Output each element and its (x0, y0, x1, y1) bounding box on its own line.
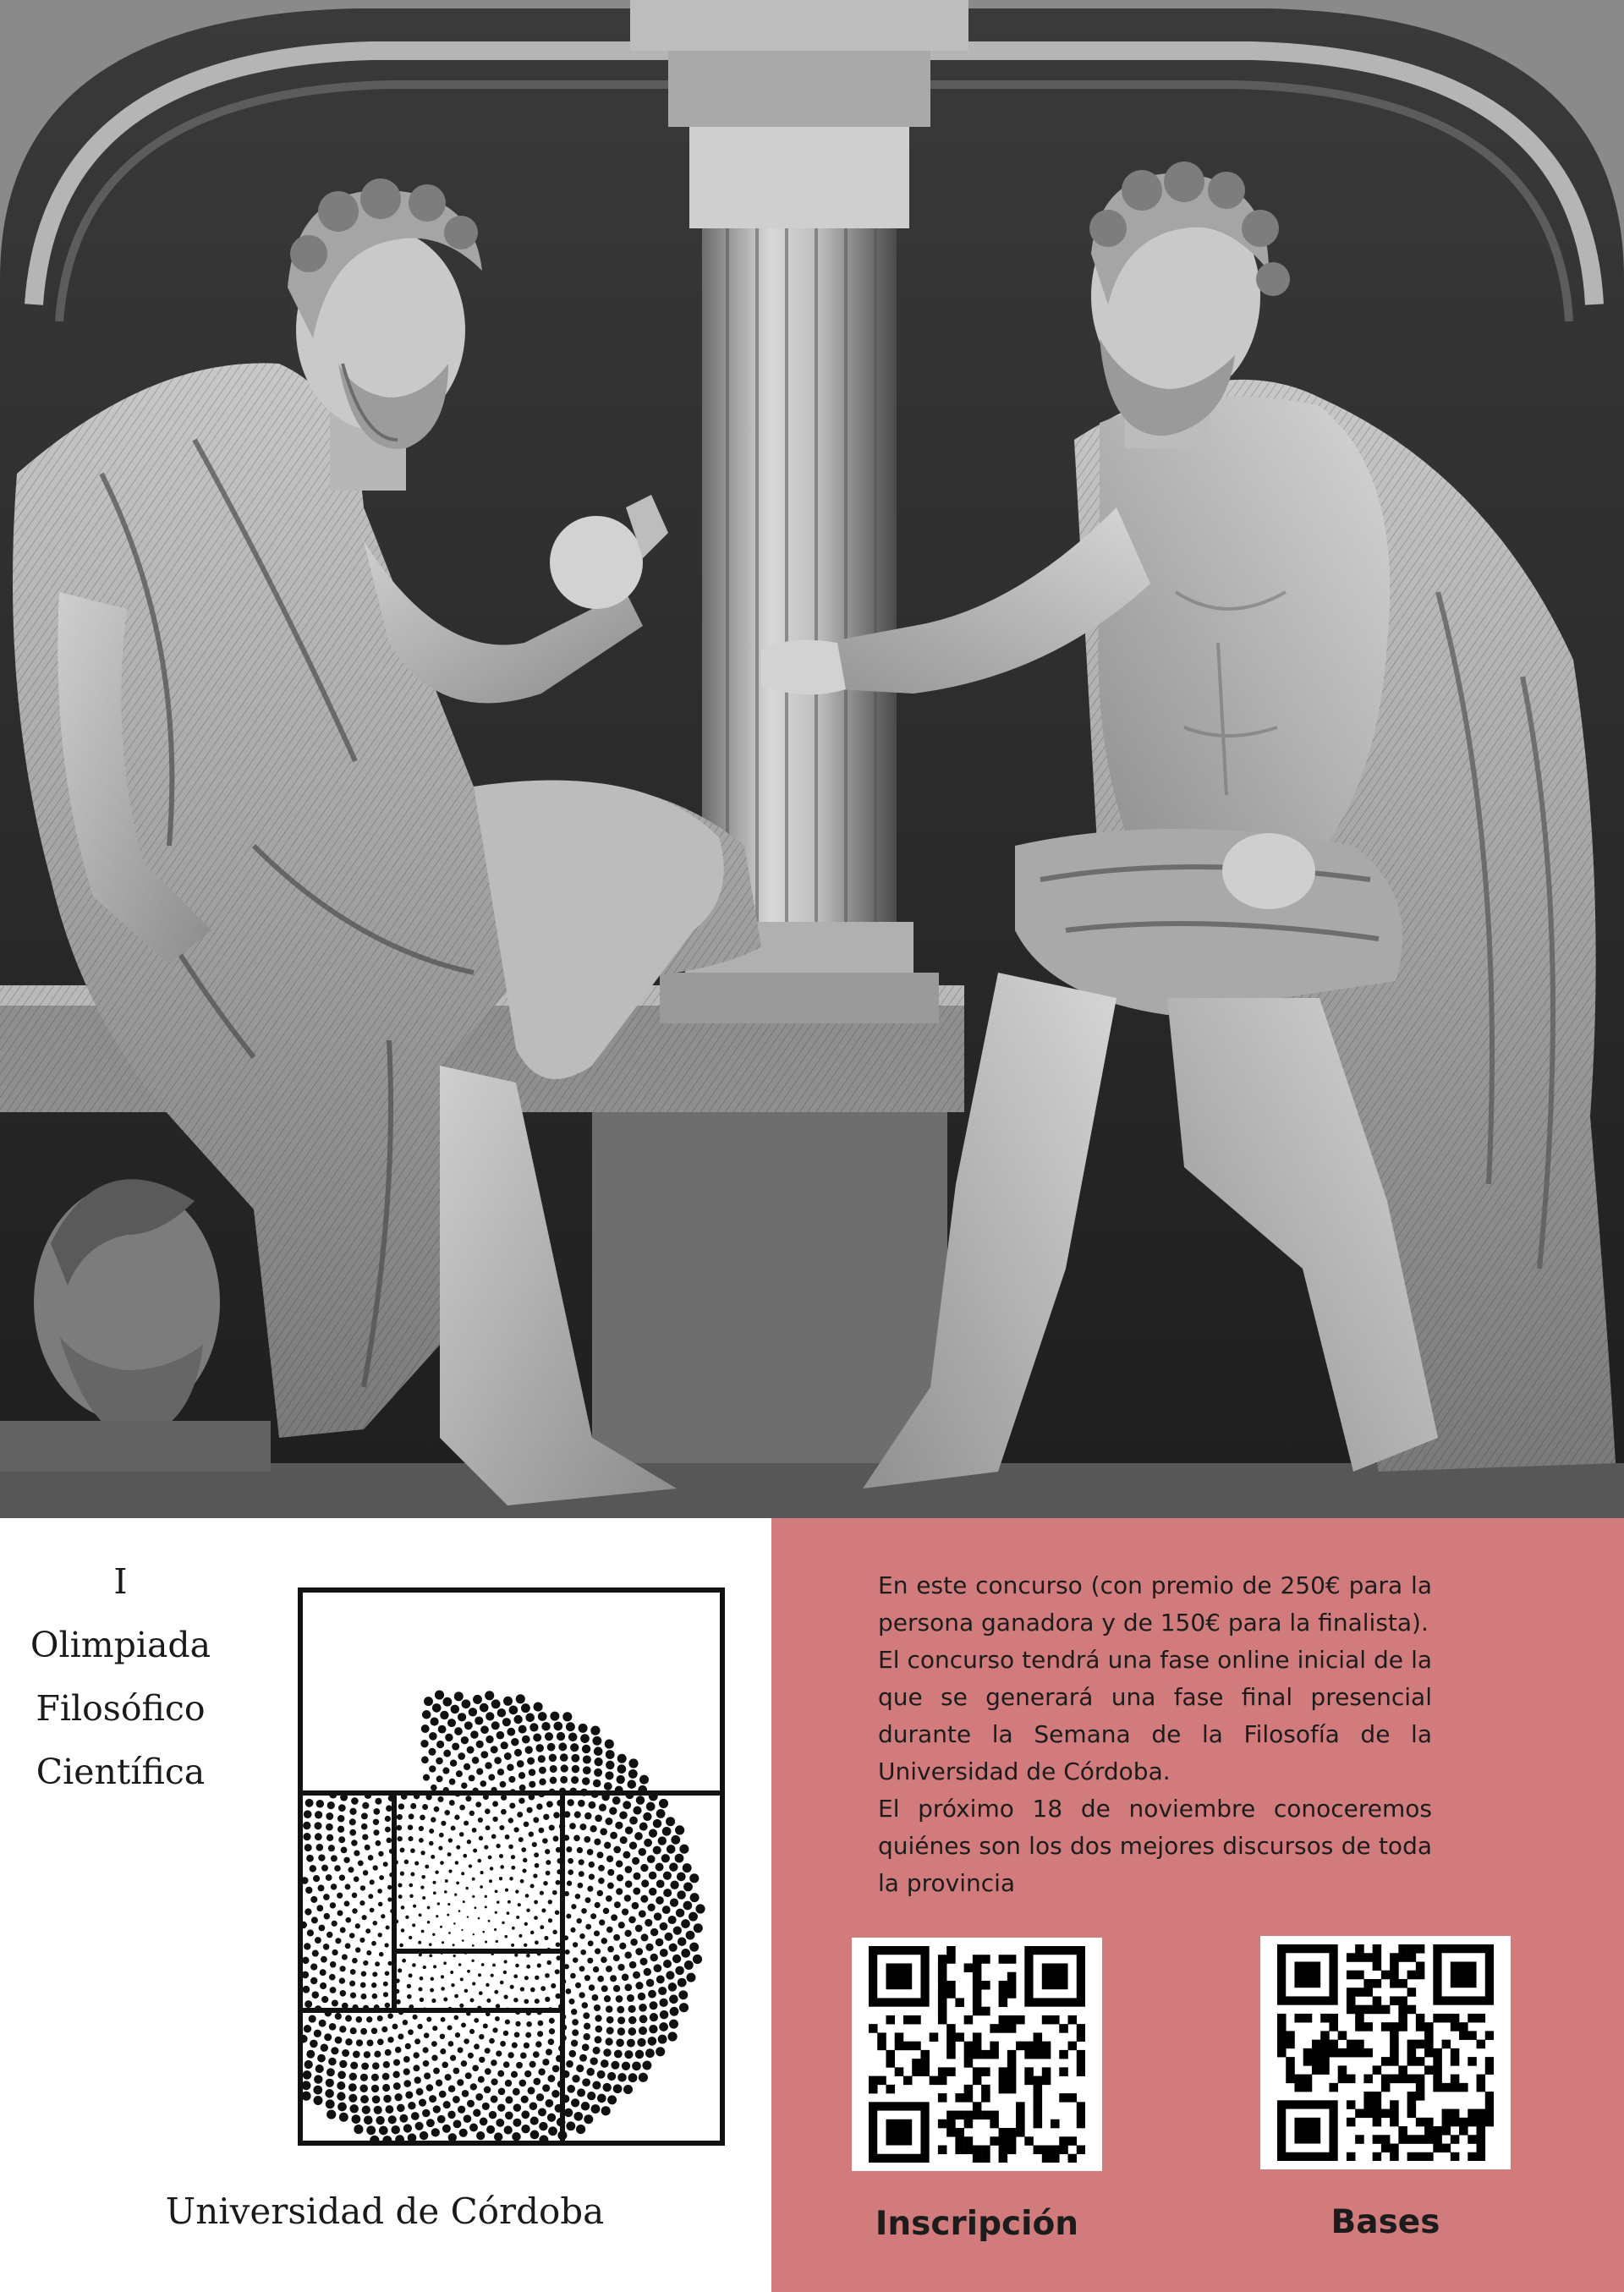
contest-description (878, 1567, 1432, 1902)
title-line-ordinal: I (113, 1561, 128, 1602)
description-phases: El concurso tendrá una fase online inicial de la que se generará una fase final presencial durante la Semana de la Filosofía de la Universidad de Córdoba. (878, 1646, 1432, 1785)
qr-bases[interactable] (1260, 1936, 1511, 2169)
qr-code-icon (869, 1946, 1085, 2163)
title-line-olimpiada: Olimpiada (30, 1625, 211, 1665)
qr-label-inscripcion: Inscripción (875, 2205, 1079, 2243)
qr-inscripcion[interactable] (852, 1938, 1102, 2171)
description-date: El próximo 18 de noviembre conoceremos quiénes son los dos mejores discursos de toda la provincia (878, 1795, 1432, 1897)
qr-code-icon (1277, 1944, 1494, 2161)
left-info-panel (0, 1518, 771, 2292)
description-prize: En este concurso (con premio de 250€ para la persona ganadora y de 150€ para la finalista). (878, 1571, 1432, 1637)
event-title (0, 1550, 241, 1804)
right-info-panel (771, 1518, 1624, 2292)
golden-spiral-dots-icon (298, 1587, 725, 2146)
university-name: Universidad de Córdoba (165, 2191, 605, 2232)
qr-label-bases: Bases (1330, 2203, 1440, 2241)
title-line-filosofico: Filosófico (36, 1688, 206, 1729)
title-line-cientifica: Científica (36, 1752, 206, 1792)
